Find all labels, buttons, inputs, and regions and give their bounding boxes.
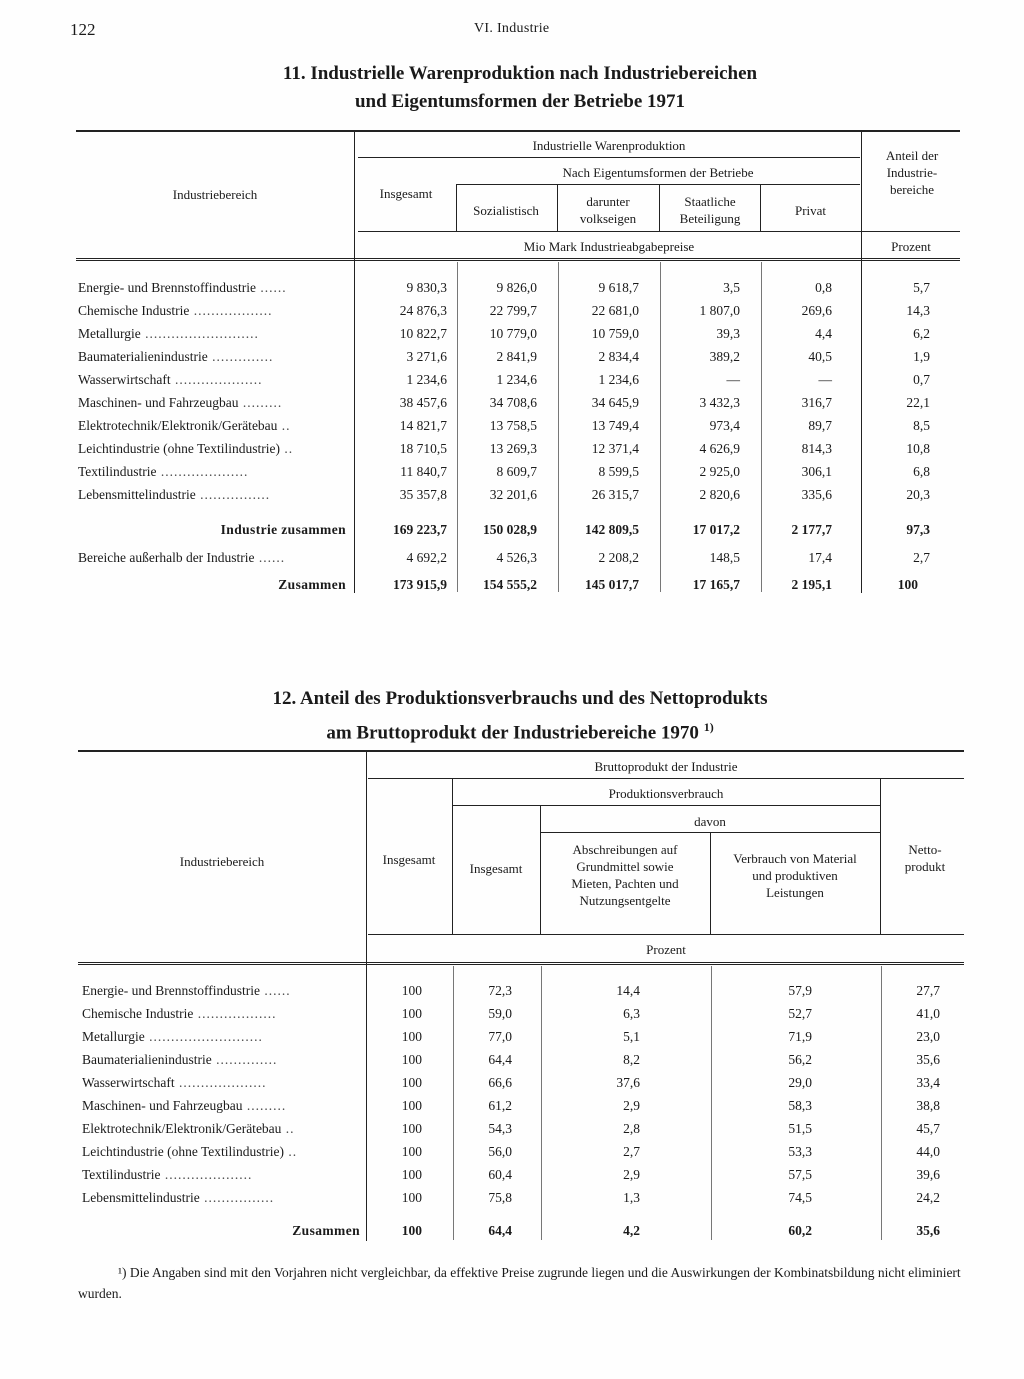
leader-dots: .............. bbox=[207, 349, 274, 364]
t11-col-industriebereich: Industriebereich bbox=[172, 187, 258, 202]
t12-cell: 2,9 bbox=[623, 1098, 640, 1113]
t11-cell: 5,7 bbox=[913, 280, 930, 295]
t11-row-label bbox=[78, 280, 350, 296]
t12-row-label bbox=[82, 1121, 360, 1137]
t11-cell: 38 457,6 bbox=[399, 395, 447, 410]
t12-cell: 44,0 bbox=[916, 1144, 940, 1159]
t12-total-cell: 4,2 bbox=[623, 1223, 640, 1238]
t11-row-label bbox=[78, 418, 350, 434]
t12-cell: 100 bbox=[401, 983, 422, 998]
t12-cell: 71,9 bbox=[788, 1029, 812, 1044]
t12-cell: 56,2 bbox=[788, 1052, 812, 1067]
row-label-text: Leichtindustrie (ohne Textilindustrie) bbox=[78, 441, 281, 456]
row-label-text: Textilindustrie bbox=[82, 1167, 161, 1182]
t12-cell: 57,9 bbox=[788, 983, 812, 998]
t11-total-cell: 2 195,1 bbox=[791, 577, 832, 592]
t12-cell: 66,6 bbox=[488, 1075, 512, 1090]
t12-row-label bbox=[82, 1167, 360, 1183]
t12-row-label bbox=[82, 1075, 360, 1091]
t11-sum-cell: 150 028,9 bbox=[483, 522, 537, 537]
t11-cell: 9 618,7 bbox=[598, 280, 639, 295]
t11-cell: 1 234,6 bbox=[496, 372, 537, 387]
t11-sum-cell: 97,3 bbox=[906, 522, 930, 537]
t12-col-verbrauch: Verbrauch von Material und produktiven Leistungen bbox=[733, 851, 857, 900]
t11-bereiche-cell: 2,7 bbox=[913, 550, 930, 565]
t12-total-cell: 64,4 bbox=[488, 1223, 512, 1238]
leader-dots: ...... bbox=[255, 280, 287, 295]
t11-bereiche-cell: 4 692,2 bbox=[406, 550, 447, 565]
t12-cell: 1,3 bbox=[623, 1190, 640, 1205]
t11-cell: 12 371,4 bbox=[591, 441, 639, 456]
t12-cell: 45,7 bbox=[916, 1121, 940, 1136]
t12-cell: 100 bbox=[401, 1052, 422, 1067]
t12-col-produktionsverbrauch: Produktionsverbrauch bbox=[608, 786, 724, 801]
row-label-text: Textilindustrie bbox=[78, 464, 157, 479]
t11-col-anteil: Anteil der Industrie-bereiche bbox=[885, 148, 939, 197]
t11-cell: 1 234,6 bbox=[598, 372, 639, 387]
t11-zusammen-label: Zusammen bbox=[278, 577, 346, 592]
t11-industrie-zusammen-label: Industrie zusammen bbox=[220, 522, 346, 537]
row-label-text: Metallurgie bbox=[78, 326, 141, 341]
t12-cell: 100 bbox=[401, 1098, 422, 1113]
t11-cell: 3 271,6 bbox=[406, 349, 447, 364]
t11-cell: 3 432,3 bbox=[699, 395, 740, 410]
t11-sum-cell: 142 809,5 bbox=[585, 522, 639, 537]
t11-bereiche-cell: 17,4 bbox=[808, 550, 832, 565]
row-label-text: Baumaterialienindustrie bbox=[82, 1052, 212, 1067]
t11-cell: 1 807,0 bbox=[699, 303, 740, 318]
t12-cell: 56,0 bbox=[488, 1144, 512, 1159]
table11-title: 11. Industrielle Warenproduktion nach Industriebereichen und Eigentumsformen der Betriebe 1971 bbox=[282, 63, 758, 112]
t12-col-industriebereich: Industriebereich bbox=[179, 854, 265, 869]
t12-row-label bbox=[82, 983, 360, 999]
leader-dots: .................. bbox=[193, 1006, 277, 1021]
t12-cell: 64,4 bbox=[488, 1052, 512, 1067]
row-label-text: Leichtindustrie (ohne Textilindustrie) bbox=[82, 1144, 285, 1159]
leader-dots: .................... bbox=[160, 1167, 253, 1182]
t12-cell: 72,3 bbox=[488, 983, 512, 998]
t11-cell: 13 758,5 bbox=[489, 418, 537, 433]
t11-row-label bbox=[78, 303, 350, 319]
t11-cell: 8 599,5 bbox=[598, 464, 639, 479]
t12-cell: 33,4 bbox=[916, 1075, 940, 1090]
t12-cell: 57,5 bbox=[788, 1167, 812, 1182]
t11-cell: 22 681,0 bbox=[591, 303, 639, 318]
t11-cell: 22 799,7 bbox=[489, 303, 537, 318]
row-label-text: Maschinen- und Fahrzeugbau bbox=[78, 395, 239, 410]
t11-cell: 2 925,0 bbox=[699, 464, 740, 479]
t12-col-davon: davon bbox=[694, 814, 726, 829]
t12-cell: 41,0 bbox=[916, 1006, 940, 1021]
leader-dots: ...... bbox=[254, 550, 286, 565]
row-label-text: Baumaterialienindustrie bbox=[78, 349, 208, 364]
t11-cell: 335,6 bbox=[801, 487, 832, 502]
t12-header-rule bbox=[78, 962, 964, 963]
t11-total-cell: 173 915,9 bbox=[393, 577, 447, 592]
t12-col-bruttoprodukt: Bruttoprodukt der Industrie bbox=[594, 759, 738, 774]
t12-col-insgesamt: Insgesamt bbox=[382, 852, 436, 867]
t12-cell: 2,9 bbox=[623, 1167, 640, 1182]
t12-cell: 53,3 bbox=[788, 1144, 812, 1159]
leader-dots: .................... bbox=[156, 464, 249, 479]
t11-total-cell: 154 555,2 bbox=[483, 577, 537, 592]
t11-bereiche-row-label bbox=[78, 550, 350, 566]
t11-cell: 10 759,0 bbox=[591, 326, 639, 341]
t12-cell: 100 bbox=[401, 1144, 422, 1159]
t12-row-label bbox=[82, 1144, 360, 1160]
t11-cell: 1 234,6 bbox=[406, 372, 447, 387]
t12-row-label bbox=[82, 1006, 360, 1022]
table12-title: 12. Anteil des Produktionsverbrauchs und des Nettoprodukts am Bruttoprodukt der Industriebereiche 1970 $^{1)}$ bbox=[272, 688, 768, 744]
t12-cell: 60,4 bbox=[488, 1167, 512, 1182]
t12-cell: 51,5 bbox=[788, 1121, 812, 1136]
t12-cell: 100 bbox=[401, 1006, 422, 1021]
t11-bereiche-cell: 148,5 bbox=[709, 550, 740, 565]
t11-cell: 6,2 bbox=[913, 326, 930, 341]
leader-dots: ......... bbox=[242, 1098, 287, 1113]
t11-cell: 1,9 bbox=[913, 349, 930, 364]
t11-cell: 13 269,3 bbox=[489, 441, 537, 456]
t12-col-abschreibungen: Abschreibungen auf Grundmittel sowie Mieten, Pachten und Nutzungsentgelte bbox=[571, 842, 679, 908]
t11-row-label bbox=[78, 441, 350, 457]
t12-cell: 75,8 bbox=[488, 1190, 512, 1205]
t11-cell: 13 749,4 bbox=[591, 418, 639, 433]
t12-title-note: 1) bbox=[703, 720, 714, 734]
t11-cell: 2 841,9 bbox=[496, 349, 537, 364]
t11-cell: 35 357,8 bbox=[399, 487, 447, 502]
t11-col-warenproduktion: Industrielle Warenproduktion bbox=[532, 138, 686, 153]
t11-cell: 9 826,0 bbox=[496, 280, 537, 295]
t11-row-label bbox=[78, 464, 350, 480]
t12-cell: 100 bbox=[401, 1029, 422, 1044]
t12-cell: 14,4 bbox=[616, 983, 640, 998]
t12-cell: 39,6 bbox=[916, 1167, 940, 1182]
t12-col-insgesamt2: Insgesamt bbox=[469, 861, 523, 876]
t11-col-privat: Privat bbox=[794, 203, 827, 218]
t11-cell: 11 840,7 bbox=[400, 464, 447, 479]
t12-cell: 100 bbox=[401, 1075, 422, 1090]
t11-unit-mio: Mio Mark Industrieabgabepreise bbox=[523, 239, 695, 254]
t12-row-label bbox=[82, 1052, 360, 1068]
t12-cell: 38,8 bbox=[916, 1098, 940, 1113]
t11-cell: 9 830,3 bbox=[406, 280, 447, 295]
leader-dots: ................ bbox=[199, 1190, 275, 1205]
leader-dots: .. bbox=[277, 418, 291, 433]
row-label-text: Elektrotechnik/Elektronik/Gerätebau bbox=[82, 1121, 282, 1136]
t12-cell: 100 bbox=[401, 1167, 422, 1182]
leader-dots: ...... bbox=[259, 983, 291, 998]
t11-cell: 8 609,7 bbox=[496, 464, 537, 479]
row-label-text: Bereiche außerhalb der Industrie bbox=[78, 550, 255, 565]
t12-total-cell: 100 bbox=[401, 1223, 422, 1238]
t11-total-cell: 145 017,7 bbox=[585, 577, 639, 592]
row-label-text: Metallurgie bbox=[82, 1029, 145, 1044]
t11-cell: 389,2 bbox=[709, 349, 740, 364]
row-label-text: Chemische Industrie bbox=[82, 1006, 194, 1021]
t12-cell: 52,7 bbox=[788, 1006, 812, 1021]
t11-cell: 814,3 bbox=[801, 441, 832, 456]
t11-cell: 24 876,3 bbox=[399, 303, 447, 318]
leader-dots: ......... bbox=[238, 395, 283, 410]
t12-zusammen-label: Zusammen bbox=[292, 1223, 360, 1238]
t12-cell: 100 bbox=[401, 1121, 422, 1136]
row-label-text: Elektrotechnik/Elektronik/Gerätebau bbox=[78, 418, 278, 433]
t12-cell: 37,6 bbox=[616, 1075, 640, 1090]
leader-dots: .................. bbox=[189, 303, 273, 318]
row-label-text: Energie- und Brennstoffindustrie bbox=[78, 280, 256, 295]
t11-sum-cell: 2 177,7 bbox=[791, 522, 832, 537]
t11-cell: 0,7 bbox=[913, 372, 930, 387]
t12-cell: 100 bbox=[401, 1190, 422, 1205]
leader-dots: .......................... bbox=[144, 1029, 263, 1044]
t11-header-rule bbox=[76, 258, 960, 259]
t12-cell: 24,2 bbox=[916, 1190, 940, 1205]
t11-cell: 34 645,9 bbox=[591, 395, 639, 410]
t11-cell: 14 821,7 bbox=[399, 418, 447, 433]
row-label-text: Lebensmittelindustrie bbox=[82, 1190, 200, 1205]
row-label-text: Lebensmittelindustrie bbox=[78, 487, 196, 502]
t11-cell: 0,8 bbox=[815, 280, 832, 295]
t12-cell: 59,0 bbox=[488, 1006, 512, 1021]
t11-cell: 2 820,6 bbox=[699, 487, 740, 502]
t11-cell: 4,4 bbox=[815, 326, 832, 341]
t11-cell: 14,3 bbox=[906, 303, 930, 318]
t12-cell: 2,7 bbox=[623, 1144, 640, 1159]
t12-cell: 61,2 bbox=[488, 1098, 512, 1113]
t11-cell: 22,1 bbox=[906, 395, 930, 410]
leader-dots: .................... bbox=[170, 372, 263, 387]
t11-col-eigentumsformen: Nach Eigentumsformen der Betriebe bbox=[562, 165, 754, 180]
t11-cell: 8,5 bbox=[913, 418, 930, 433]
t12-cell: 29,0 bbox=[788, 1075, 812, 1090]
t11-sum-cell: 17 017,2 bbox=[692, 522, 740, 537]
leader-dots: .................... bbox=[174, 1075, 267, 1090]
t12-row-label bbox=[82, 1098, 360, 1114]
t11-cell: 40,5 bbox=[808, 349, 832, 364]
t11-cell: 269,6 bbox=[801, 303, 832, 318]
t11-bereiche-cell: 2 208,2 bbox=[598, 550, 639, 565]
t11-col-insgesamt: Insgesamt bbox=[379, 186, 433, 201]
t11-row-label bbox=[78, 487, 350, 503]
leader-dots: .............. bbox=[211, 1052, 278, 1067]
t11-col-sozialistisch: Sozialistisch bbox=[473, 203, 539, 218]
t11-total-cell: 100 bbox=[897, 577, 918, 592]
row-label-text: Energie- und Brennstoffindustrie bbox=[82, 983, 260, 998]
t11-cell: 316,7 bbox=[801, 395, 832, 410]
row-label-text: Wasserwirtschaft bbox=[82, 1075, 175, 1090]
t12-cell: 74,5 bbox=[788, 1190, 812, 1205]
t11-cell: 18 710,5 bbox=[399, 441, 447, 456]
footnote: ¹) Die Angaben sind mit den Vorjahren nicht vergleichbar, da effektive Preise zugrunde liegen und die Auswirkungen der Kombinatsbildung nicht eliminiert wurden. bbox=[78, 1265, 961, 1301]
t12-total-cell: 60,2 bbox=[788, 1223, 812, 1238]
t12-total-cell: 35,6 bbox=[916, 1223, 940, 1238]
t11-cell: 10,8 bbox=[906, 441, 930, 456]
t11-cell: 34 708,6 bbox=[489, 395, 537, 410]
t12-cell: 35,6 bbox=[916, 1052, 940, 1067]
t11-row-label bbox=[78, 395, 350, 411]
t11-row-label bbox=[78, 326, 350, 342]
t11-col-volkseigen: darunter volkseigen bbox=[579, 194, 637, 226]
t11-cell: 10 779,0 bbox=[489, 326, 537, 341]
t11-cell: 20,3 bbox=[906, 487, 930, 502]
t11-cell: — bbox=[726, 372, 740, 387]
t12-cell: 54,3 bbox=[488, 1121, 512, 1136]
row-label-text: Wasserwirtschaft bbox=[78, 372, 171, 387]
t11-top-rule bbox=[76, 130, 960, 132]
leader-dots: .. bbox=[280, 441, 294, 456]
t12-top-rule bbox=[78, 750, 964, 752]
t11-row-label bbox=[78, 349, 350, 365]
t11-sum-cell: 169 223,7 bbox=[393, 522, 447, 537]
leader-dots: .. bbox=[284, 1144, 298, 1159]
t11-total-cell: 17 165,7 bbox=[692, 577, 740, 592]
t11-col-staatliche: Staatliche Beteiligung bbox=[679, 194, 741, 226]
t11-cell: 10 822,7 bbox=[399, 326, 447, 341]
t12-row-label bbox=[82, 1190, 360, 1206]
t11-cell: 2 834,4 bbox=[598, 349, 639, 364]
t11-cell: 973,4 bbox=[709, 418, 740, 433]
t12-cell: 27,7 bbox=[916, 983, 940, 998]
page-number: 122 bbox=[70, 20, 96, 39]
row-label-text: Chemische Industrie bbox=[78, 303, 190, 318]
t11-unit-prozent: Prozent bbox=[891, 239, 931, 254]
t12-cell: 23,0 bbox=[916, 1029, 940, 1044]
t12-col-nettoprodukt: Netto-produkt bbox=[904, 842, 946, 874]
t11-bereiche-cell: 4 526,3 bbox=[496, 550, 537, 565]
row-label-text: Maschinen- und Fahrzeugbau bbox=[82, 1098, 243, 1113]
t11-cell: 26 315,7 bbox=[591, 487, 639, 502]
t12-unit-prozent: Prozent bbox=[646, 942, 686, 957]
t12-cell: 77,0 bbox=[488, 1029, 512, 1044]
t11-cell: 39,3 bbox=[716, 326, 740, 341]
t12-cell: 8,2 bbox=[623, 1052, 640, 1067]
leader-dots: ................ bbox=[195, 487, 271, 502]
t11-cell: 89,7 bbox=[808, 418, 832, 433]
leader-dots: .......................... bbox=[140, 326, 259, 341]
t11-row-label bbox=[78, 372, 350, 388]
t12-cell: 6,3 bbox=[623, 1006, 640, 1021]
t11-cell: 6,8 bbox=[913, 464, 930, 479]
t12-cell: 5,1 bbox=[623, 1029, 640, 1044]
leader-dots: .. bbox=[281, 1121, 295, 1136]
t11-cell: — bbox=[818, 372, 832, 387]
chapter-heading: VI. Industrie bbox=[474, 21, 550, 36]
t12-row-label bbox=[82, 1029, 360, 1045]
t12-cell: 2,8 bbox=[623, 1121, 640, 1136]
t12-cell: 58,3 bbox=[788, 1098, 812, 1113]
t11-cell: 306,1 bbox=[801, 464, 832, 479]
t11-cell: 4 626,9 bbox=[699, 441, 740, 456]
t11-cell: 32 201,6 bbox=[489, 487, 537, 502]
t11-cell: 3,5 bbox=[723, 280, 740, 295]
